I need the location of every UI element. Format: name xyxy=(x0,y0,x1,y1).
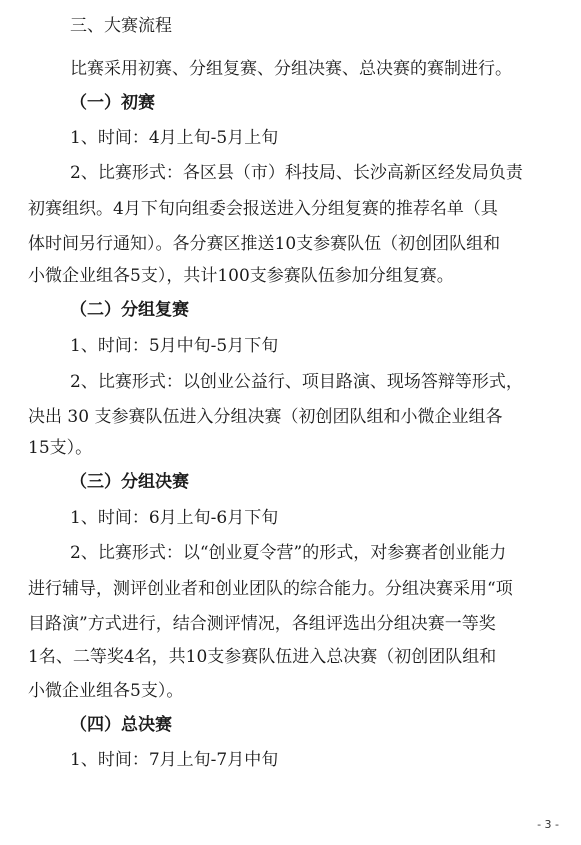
paragraph-line: 目路演”方式进行，结合测评情况，各组评选出分组决赛一等奖 xyxy=(28,614,496,634)
paragraph-line: 1、时间：6月上旬-6月下旬 xyxy=(70,508,279,528)
paragraph-line: 初赛组织。4月下旬向组委会报送进入分组复赛的推荐名单（具 xyxy=(28,199,498,219)
paragraph-line: 1、时间：7月上旬-7月中旬 xyxy=(70,750,279,770)
paragraph-line: 小微企业组各5支）。 xyxy=(28,681,184,701)
subsection-heading: （一）初赛 xyxy=(70,93,155,113)
paragraph-line: 15支）。 xyxy=(28,438,93,458)
section-heading: 三、大赛流程 xyxy=(70,16,172,36)
paragraph-line: 1、时间：5月中旬-5月下旬 xyxy=(70,336,279,356)
paragraph-line: 2、比赛形式：各区县（市）科技局、长沙高新区经发局负责 xyxy=(70,163,523,183)
subsection-heading: （四）总决赛 xyxy=(70,715,172,735)
paragraph-line: 比赛采用初赛、分组复赛、分组决赛、总决赛的赛制进行。 xyxy=(70,59,512,79)
paragraph-line: 决出 30 支参赛队伍进入分组决赛（初创团队组和小微企业组各 xyxy=(28,407,503,427)
subsection-heading: （二）分组复赛 xyxy=(70,300,189,320)
paragraph-line: 1、时间：4月上旬-5月上旬 xyxy=(70,128,279,148)
paragraph-line: 1名、二等奖4名，共10支参赛队伍进入总决赛（初创团队组和 xyxy=(28,647,497,667)
subsection-heading: （三）分组决赛 xyxy=(70,472,189,492)
paragraph-line: 2、比赛形式：以“创业夏令营”的形式，对参赛者创业能力 xyxy=(70,543,507,563)
paragraph-line: 2、比赛形式：以创业公益行、项目路演、现场答辩等形式， xyxy=(70,372,523,392)
page-number: - 3 - xyxy=(537,818,559,831)
paragraph-line: 体时间另行通知）。各分赛区推送10支参赛队伍（初创团队组和 xyxy=(28,234,501,254)
paragraph-line: 进行辅导，测评创业者和创业团队的综合能力。分组决赛采用“项 xyxy=(28,579,513,599)
paragraph-line: 小微企业组各5支），共计100支参赛队伍参加分组复赛。 xyxy=(28,266,454,286)
